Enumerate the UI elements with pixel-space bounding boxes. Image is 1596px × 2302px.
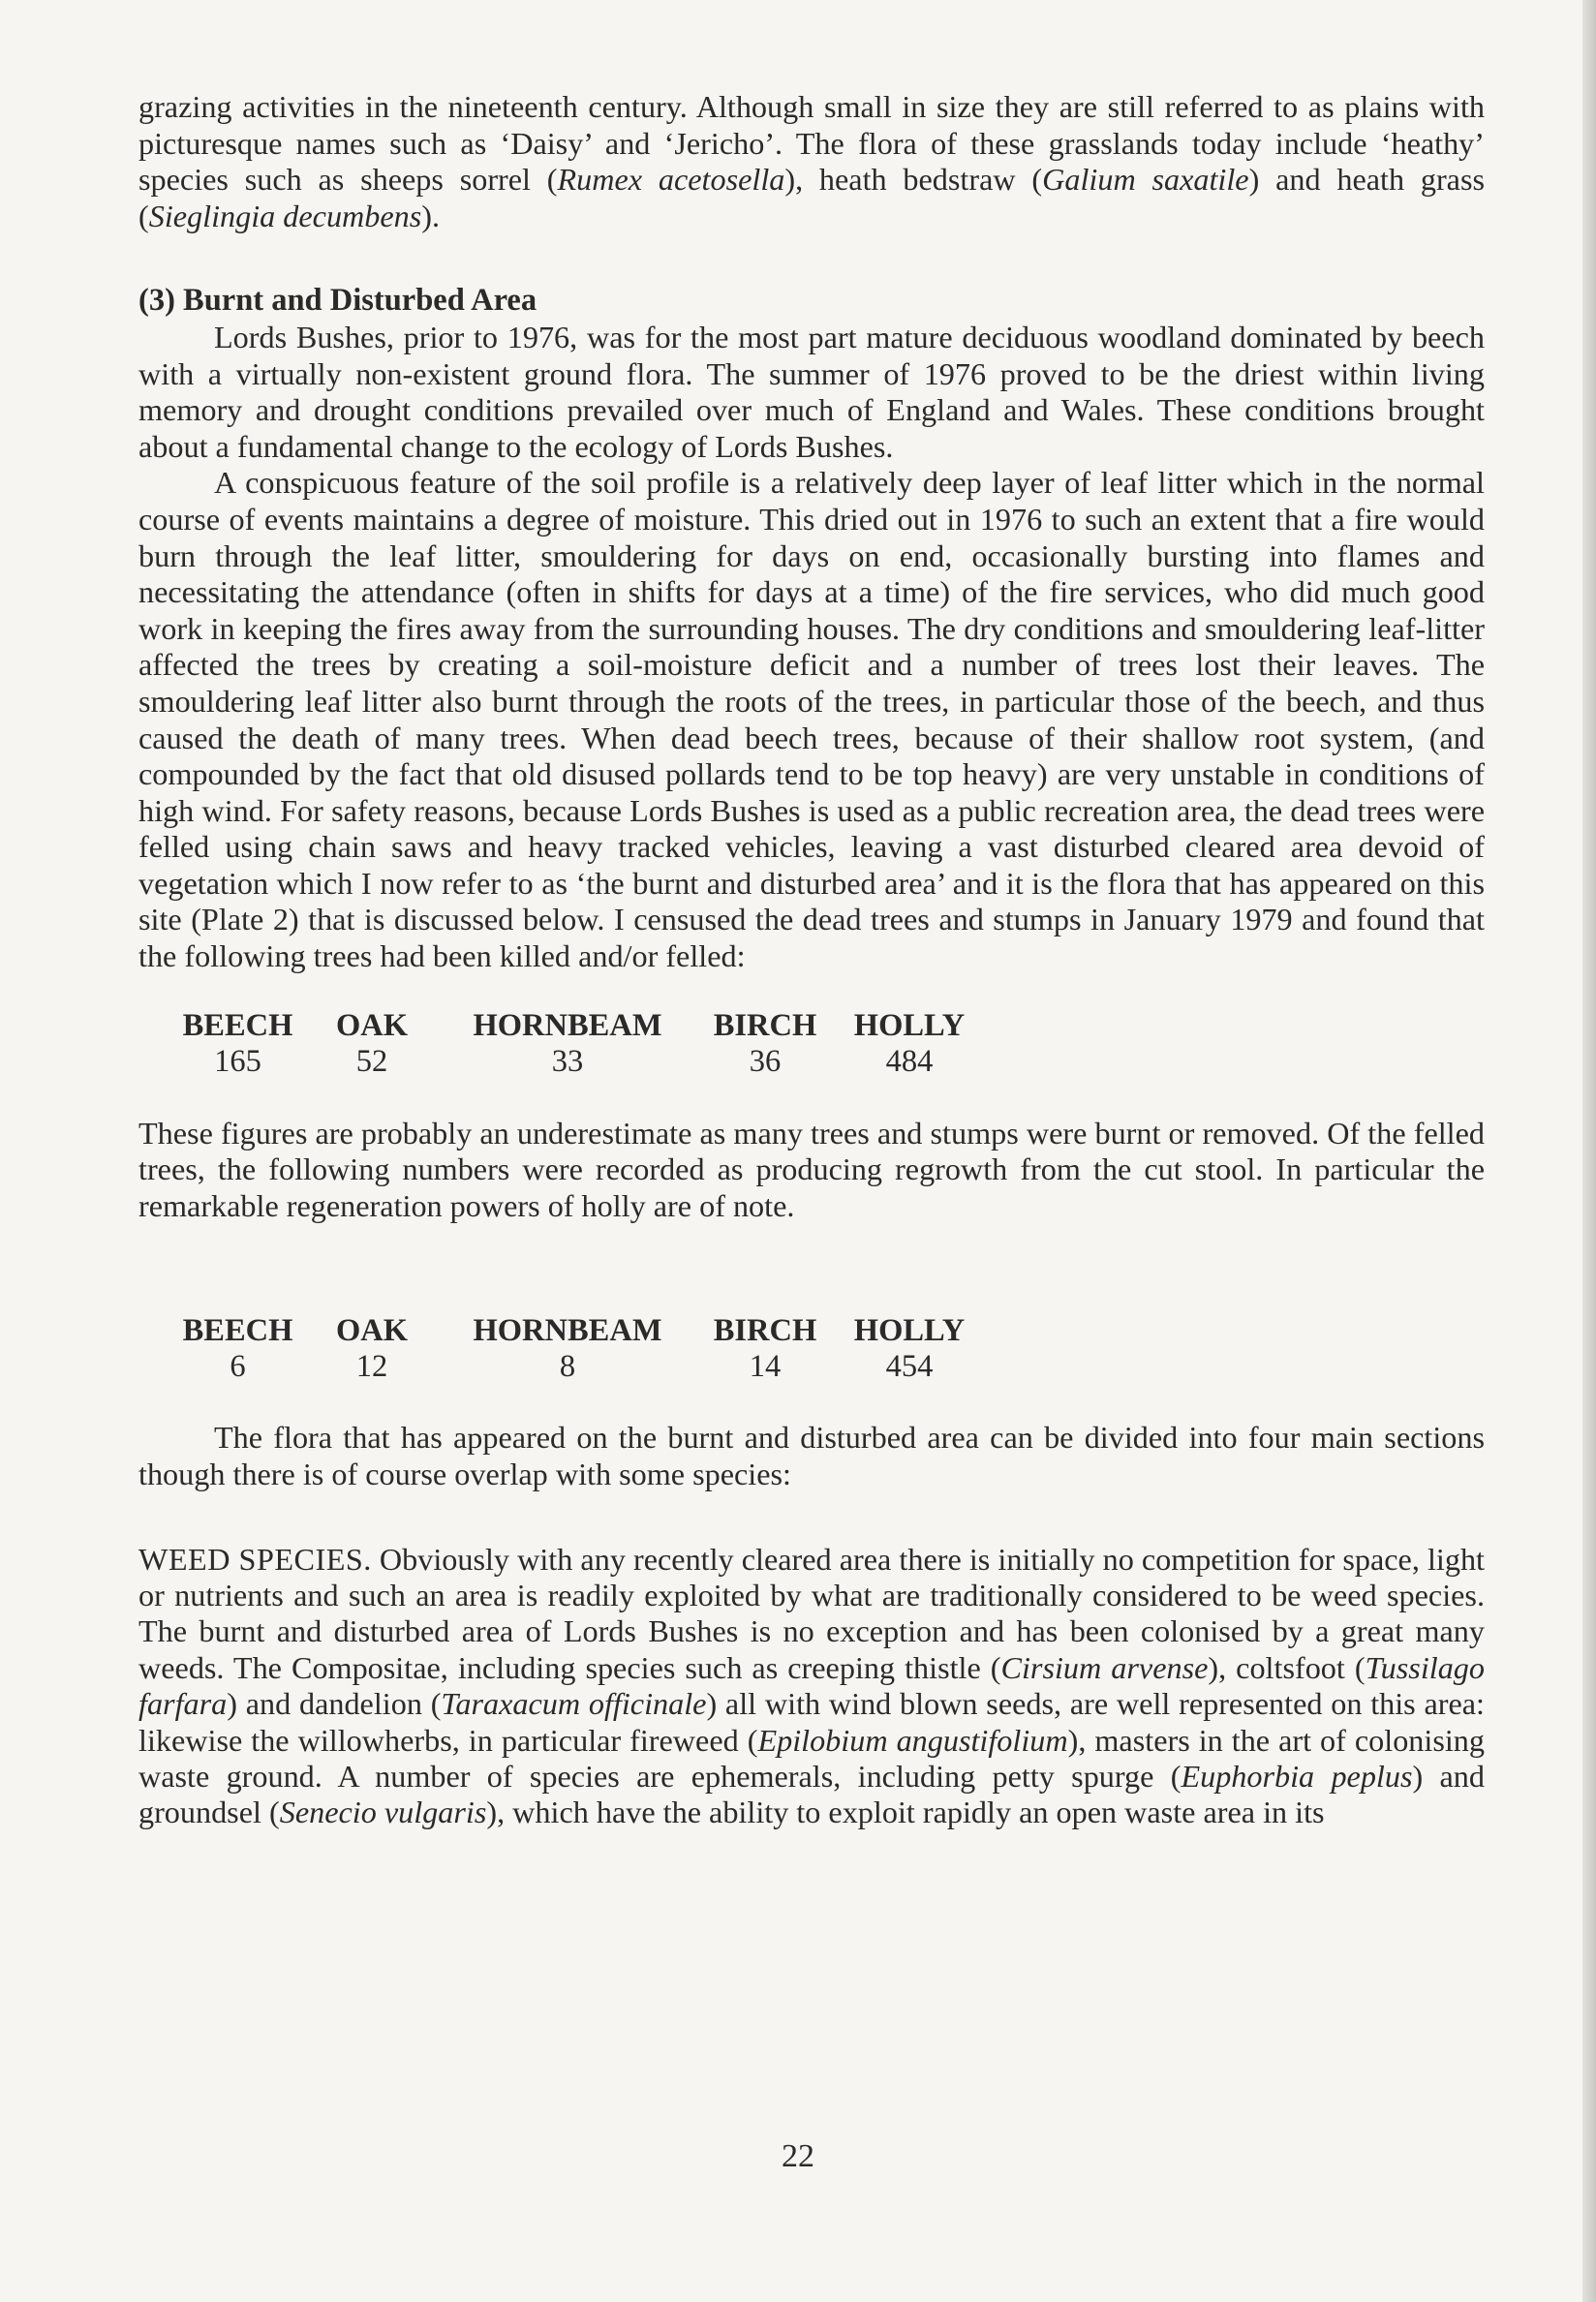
species-sieglingia: Sieglingia decumbens: [148, 198, 422, 233]
species-tussilago: Tussilago farfara: [138, 1649, 1485, 1722]
table-header-cell: HOLLY: [853, 1313, 966, 1349]
species-taraxacum: Taraxacum officinale: [441, 1686, 707, 1722]
table-cell: 165: [214, 1043, 261, 1079]
table-cell: 36: [749, 1043, 782, 1079]
subsection-label: WEED SPECIES.: [138, 1541, 372, 1577]
table-header-cell: HORNBEAM: [473, 1313, 662, 1349]
table-header-cell: OAK: [335, 1313, 409, 1349]
table-cell: 33: [551, 1043, 584, 1079]
paragraph-soil-profile: A conspicuous feature of the soil profile is a relatively deep layer of leaf litter which in the normal course of events maintains a degree of moisture. This dried out in 1976 to such an extent that a fire would burn through the leaf litter, smouldering for days on end, occasionally bursting into flames and necessitating the attendance (often in shifts for days at a time) of the fire services, who did much good work in keeping the fires away from the surrounding houses. The dry conditions and smouldering leaf-litter affected the trees by creating a soil-moisture deficit and a number of trees lost their leaves. The smouldering leaf litter also burnt through the roots of the trees, in particular those of the beech, and thus caused the death of many trees. When dead beech trees, because of their shallow root system, (and compounded by the fact that old disused pollards tend to be top heavy) are very unstable in conditions of high wind. For safety reasons, because Lords Bushes is used as a public recreation area, the dead trees were felled using chain saws and heavy tracked vehicles, leaving a vast disturbed cleared area devoid of vegetation which I now refer to as ‘the burnt and disturbed area’ and it is the flora that has appeared on this site (Plate 2) that is discussed below. I censused the dead trees and stumps in January 1979 and found that the following trees had been killed and/or felled:: [138, 465, 1485, 974]
table-header-cell: BEECH: [182, 1007, 293, 1043]
page-edge-shadow: [1582, 0, 1596, 2302]
table-cell: 52: [355, 1043, 388, 1079]
paragraph-grazing: grazing activities in the nineteenth century. Although small in size they are still referred to as plains with picturesque names such as ‘Daisy’ and ‘Jericho’. The flora of these grasslands today include ‘heathy’ species such as sheeps sorrel (Rumex acetosella), heath bedstraw (Galium saxatile) and heath grass (Sieglingia decumbens).: [138, 89, 1485, 233]
table-cell: 8: [559, 1349, 576, 1385]
page-body: [138, 89, 1485, 1831]
table-header-cell: HOLLY: [853, 1007, 966, 1043]
species-senecio: Senecio vulgaris: [279, 1795, 487, 1830]
section-heading: (3) Burnt and Disturbed Area: [138, 283, 537, 319]
species-euphorbia: Euphorbia peplus: [1181, 1759, 1413, 1795]
table-cell: 12: [355, 1349, 388, 1385]
species-galium: Galium saxatile: [1042, 162, 1249, 198]
paragraph-weed-species: WEED SPECIES. Obviously with any recently cleared area there is initially no competition for space, light or nutrients and such an area is readily exploited by what are traditionally considered to be weed species. The burnt and disturbed area of Lords Bushes is no exception and has been colonised by a great many weeds. The Compositae, including species such as creeping thistle (Cirsium arvense), coltsfoot (Tussilago farfara) and dandelion (Taraxacum officinale) all with wind blown seeds, are well represented on this area: likewise the willowherbs, in particular fireweed (Epilobium angustifolium), masters in the art of colonising waste ground. A number of species are ephemerals, including petty spurge (Euphorbia peplus) and groundsel (Senecio vulgaris), which have the ability to exploit rapidly an open waste area in its: [138, 1541, 1485, 1830]
table-header-cell: BEECH: [182, 1313, 293, 1349]
paragraph-underestimate: These figures are probably an underestimate as many trees and stumps were burnt or removed. Of the felled trees, the following numbers were recorded as producing regrowth from the cut stool. In particular the remarkable regeneration powers of holly are of note.: [138, 1115, 1485, 1223]
table-header-cell: HORNBEAM: [473, 1007, 662, 1043]
species-rumex: Rumex acetosella: [557, 162, 785, 198]
table-cell: 484: [885, 1043, 934, 1079]
table-row: [173, 1044, 1485, 1080]
table-cell: 14: [749, 1349, 782, 1385]
table-header-cell: BIRCH: [713, 1007, 817, 1043]
table-header-cell: BIRCH: [713, 1313, 817, 1349]
table-header-row: [173, 1008, 1485, 1044]
killed-trees-table: [173, 1008, 1485, 1080]
table-cell: 6: [230, 1349, 246, 1385]
species-cirsium: Cirsium arvense: [1000, 1649, 1209, 1685]
paragraph-four-sections: The flora that has appeared on the burnt and disturbed area can be divided into four main sections though there is of course overlap with some species:: [138, 1420, 1485, 1492]
paragraph-lords-bushes: Lords Bushes, prior to 1976, was for the most part mature deciduous woodland dominated by beech with a virtually non-existent ground flora. The summer of 1976 proved to be the driest within living memory and drought conditions prevailed over much of England and Wales. These conditions brought about a fundamental change to the ecology of Lords Bushes.: [138, 319, 1485, 464]
table-header-row: [173, 1313, 1485, 1349]
page-number: 22: [782, 2138, 814, 2174]
species-epilobium: Epilobium angustifolium: [757, 1722, 1068, 1758]
table-header-cell: OAK: [335, 1007, 409, 1043]
regrowth-table: [173, 1313, 1485, 1385]
table-row: [173, 1349, 1485, 1385]
table-cell: 454: [885, 1349, 934, 1385]
